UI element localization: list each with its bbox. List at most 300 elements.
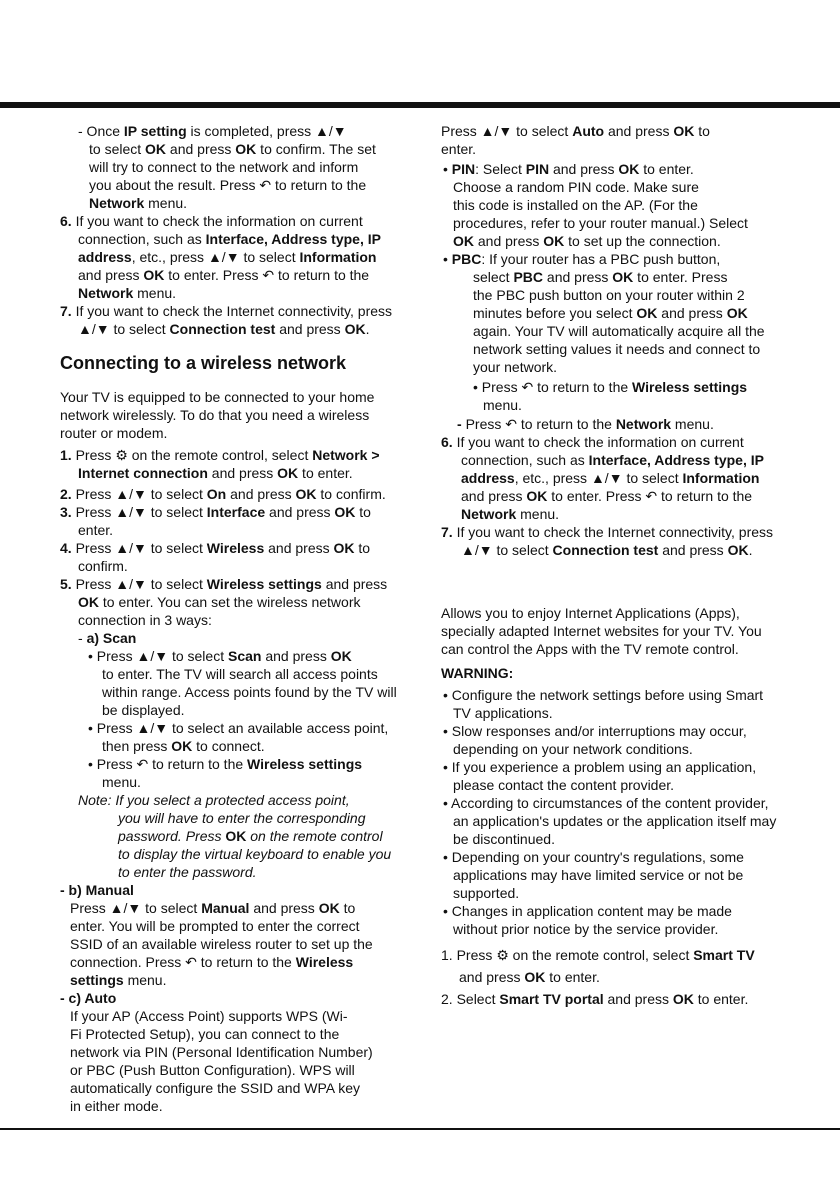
text-segment: OK bbox=[526, 488, 548, 504]
text-segment: OK bbox=[524, 969, 546, 985]
text-segment: menu. bbox=[671, 416, 714, 432]
text-line bbox=[88, 755, 362, 773]
text-segment: ▲/▼ to select bbox=[78, 321, 170, 337]
text-line bbox=[453, 214, 748, 232]
text-segment: will try to connect to the network and inform bbox=[89, 159, 359, 175]
text-segment: again. Your TV will automatically acquire all the bbox=[473, 323, 765, 339]
text-segment: you about the result. Press ↶ to return to the bbox=[89, 177, 367, 193]
text-segment: and press bbox=[78, 267, 144, 283]
text-segment: • Press ↶ to return to the bbox=[473, 379, 633, 395]
text-line bbox=[453, 740, 693, 758]
text-segment: , etc., press ▲/▼ to select bbox=[131, 249, 300, 265]
text-segment: Your TV is equipped to be connected to your home bbox=[60, 389, 375, 405]
text-line bbox=[78, 593, 361, 611]
text-segment: OK bbox=[330, 648, 352, 664]
text-line bbox=[453, 812, 776, 830]
text-segment: Fi Protected Setup), you can connect to the bbox=[70, 1026, 340, 1042]
text-segment: 6. bbox=[441, 434, 453, 450]
text-segment: to enter. Press bbox=[633, 269, 728, 285]
text-segment: OK bbox=[333, 540, 355, 556]
text-segment: within range. Access points found by the TV will bbox=[102, 684, 397, 700]
text-segment: to enter. bbox=[693, 991, 749, 1007]
text-segment: to bbox=[354, 540, 371, 556]
text-segment: 7. bbox=[441, 524, 453, 540]
text-line bbox=[473, 358, 557, 376]
text-line bbox=[60, 446, 380, 464]
text-segment: and press bbox=[658, 542, 728, 558]
text-segment: • Depending on your country's regulations, some bbox=[443, 849, 744, 865]
text-segment: If you want to check the information on current bbox=[452, 434, 744, 450]
text-line bbox=[89, 176, 366, 194]
text-segment: OK bbox=[727, 542, 749, 558]
text-line bbox=[102, 701, 185, 719]
text-line bbox=[70, 953, 353, 971]
text-segment: and press bbox=[226, 486, 296, 502]
text-line bbox=[443, 722, 747, 740]
text-line bbox=[60, 503, 371, 521]
text-segment: Manual bbox=[201, 900, 250, 916]
text-segment: Network > bbox=[312, 447, 380, 463]
text-line bbox=[60, 989, 116, 1007]
text-line bbox=[89, 158, 358, 176]
text-line bbox=[60, 575, 387, 593]
text-segment: depending on your network conditions. bbox=[453, 741, 693, 757]
text-line bbox=[102, 683, 397, 701]
text-segment: to enter the password. bbox=[118, 864, 257, 880]
text-segment: OK bbox=[672, 991, 694, 1007]
text-line bbox=[457, 415, 714, 433]
text-segment: OK bbox=[726, 305, 748, 321]
text-segment: a) Scan bbox=[86, 630, 137, 646]
text-segment: and press bbox=[265, 504, 335, 520]
text-segment: please contact the content provider. bbox=[453, 777, 675, 793]
text-segment: • Configure the network settings before using Smart bbox=[443, 687, 764, 703]
text-line bbox=[441, 140, 476, 158]
text-segment: menu. bbox=[144, 195, 188, 211]
text-segment: Press ▲/▼ to select bbox=[441, 123, 573, 139]
text-line bbox=[118, 827, 383, 845]
text-segment: procedures, refer to your router manual.) Select bbox=[453, 215, 748, 231]
text-segment: Wireless bbox=[206, 540, 265, 556]
text-segment: - Once bbox=[78, 123, 124, 139]
text-segment: this code is installed on the AP. (For the bbox=[453, 197, 698, 213]
text-segment: on the remote control bbox=[246, 828, 383, 844]
text-segment: PBC bbox=[451, 251, 482, 267]
text-segment: 1. Press ⚙ on the remote control, select bbox=[441, 947, 694, 963]
text-segment: 7. bbox=[60, 303, 72, 319]
text-segment: On bbox=[206, 486, 227, 502]
text-segment: confirm. bbox=[78, 558, 128, 574]
text-segment: and press bbox=[549, 161, 619, 177]
text-segment: : If your router has a PBC push button, bbox=[481, 251, 721, 267]
text-segment: Internet connection bbox=[78, 465, 208, 481]
text-line bbox=[60, 212, 363, 230]
text-segment: Allows you to enjoy Internet Applications (Apps), bbox=[441, 605, 740, 621]
text-segment: can control the Apps with the TV remote control. bbox=[441, 641, 739, 657]
text-segment: password. Press bbox=[118, 828, 226, 844]
text-line bbox=[118, 863, 257, 881]
text-segment: to bbox=[339, 900, 356, 916]
text-line bbox=[453, 704, 553, 722]
text-segment: Press ▲/▼ to select bbox=[71, 504, 207, 520]
text-segment: • If you experience a problem using an application, bbox=[443, 759, 757, 775]
text-line bbox=[78, 284, 176, 302]
text-segment: Press ▲/▼ to select bbox=[70, 900, 202, 916]
text-segment: . bbox=[365, 321, 370, 337]
text-line bbox=[70, 1007, 347, 1025]
text-segment: 1. bbox=[60, 447, 72, 463]
text-segment: 5. bbox=[60, 576, 72, 592]
text-segment: then press bbox=[102, 738, 172, 754]
text-segment: to bbox=[355, 504, 371, 520]
text-segment: Press ⚙ on the remote control, select bbox=[71, 447, 313, 463]
text-segment: specially adapted Internet websites for your TV. You bbox=[441, 623, 762, 639]
text-segment: Wireless bbox=[295, 954, 354, 970]
text-segment: Scan bbox=[228, 648, 262, 664]
text-segment: OK bbox=[618, 161, 640, 177]
text-segment: an application's updates or the application itself may bbox=[453, 813, 777, 829]
text-segment: PIN bbox=[451, 161, 476, 177]
text-segment: Wireless settings bbox=[206, 576, 322, 592]
text-segment: Network bbox=[78, 285, 134, 301]
text-segment: connection, such as bbox=[461, 452, 589, 468]
text-line bbox=[102, 773, 141, 791]
text-segment: If you want to check the information on current bbox=[71, 213, 363, 229]
text-line bbox=[461, 541, 752, 559]
text-segment: and press bbox=[249, 900, 319, 916]
text-segment: 2. bbox=[60, 486, 72, 502]
text-segment: OK bbox=[334, 504, 356, 520]
text-segment: enter. You will be prompted to enter the correct bbox=[70, 918, 360, 934]
text-line bbox=[443, 758, 756, 776]
text-segment: and press bbox=[275, 321, 345, 337]
text-line bbox=[102, 737, 265, 755]
text-line bbox=[441, 990, 748, 1008]
text-segment: address bbox=[78, 249, 132, 265]
text-segment: to enter. bbox=[545, 969, 600, 985]
text-segment: to connect. bbox=[192, 738, 265, 754]
text-segment: menu. bbox=[123, 972, 167, 988]
text-segment: If you want to check the Internet connectivity, press bbox=[452, 524, 774, 540]
text-line bbox=[60, 388, 374, 406]
text-line bbox=[88, 719, 388, 737]
text-segment: router or modem. bbox=[60, 425, 168, 441]
text-segment: • Changes in application content may be made bbox=[443, 903, 732, 919]
text-line bbox=[70, 971, 167, 989]
text-segment: Press ▲/▼ to select bbox=[71, 486, 207, 502]
text-line bbox=[70, 1025, 339, 1043]
text-line bbox=[60, 485, 386, 503]
text-segment: • Press ↶ to return to the bbox=[88, 756, 248, 772]
text-segment: IP setting bbox=[123, 123, 187, 139]
text-line bbox=[441, 622, 762, 640]
text-line bbox=[443, 848, 744, 866]
text-segment: OK bbox=[235, 141, 257, 157]
text-segment: select bbox=[473, 269, 514, 285]
text-segment: OK bbox=[344, 321, 366, 337]
text-segment: and press bbox=[603, 991, 673, 1007]
text-segment: enter. bbox=[78, 522, 114, 538]
text-segment: , etc., press ▲/▼ to select bbox=[514, 470, 683, 486]
text-segment: automatically configure the SSID and WPA key bbox=[70, 1080, 360, 1096]
text-segment: - b) Manual bbox=[60, 882, 134, 898]
text-segment: OK bbox=[145, 141, 167, 157]
text-segment: 2. Select bbox=[441, 991, 500, 1007]
text-line bbox=[70, 917, 360, 935]
text-segment: and press bbox=[207, 465, 278, 481]
text-segment: minutes before you select bbox=[473, 305, 637, 321]
text-segment: OK bbox=[453, 233, 474, 249]
text-line bbox=[70, 899, 355, 917]
text-line bbox=[473, 304, 748, 322]
text-segment: and press bbox=[459, 969, 525, 985]
text-line bbox=[78, 557, 128, 575]
text-segment: Smart TV portal bbox=[499, 991, 604, 1007]
text-segment: 3. bbox=[60, 504, 72, 520]
text-line bbox=[461, 505, 559, 523]
text-segment: 4. bbox=[60, 540, 72, 556]
text-segment: Auto bbox=[572, 123, 605, 139]
text-line bbox=[88, 647, 352, 665]
text-segment: • According to circumstances of the content provider, bbox=[443, 795, 769, 811]
text-segment: • bbox=[443, 161, 452, 177]
text-segment: PBC bbox=[513, 269, 544, 285]
text-segment: menu. bbox=[516, 506, 560, 522]
text-segment: OK bbox=[318, 900, 340, 916]
text-segment: Smart TV bbox=[693, 947, 755, 963]
text-segment: Information bbox=[299, 249, 377, 265]
text-segment: - bbox=[78, 630, 87, 646]
text-segment: OK bbox=[171, 738, 193, 754]
text-line bbox=[70, 1079, 360, 1097]
text-line bbox=[60, 881, 134, 899]
text-line bbox=[70, 1061, 355, 1079]
text-segment: connection. Press ↶ to return to the bbox=[70, 954, 296, 970]
text-segment: OK bbox=[295, 486, 317, 502]
text-segment: be discontinued. bbox=[453, 831, 555, 847]
text-segment: and press bbox=[474, 233, 544, 249]
text-segment: • Slow responses and/or interruptions may occur, bbox=[443, 723, 747, 739]
text-line bbox=[461, 451, 764, 469]
text-segment: settings bbox=[70, 972, 124, 988]
text-line bbox=[453, 830, 555, 848]
text-line bbox=[70, 1043, 373, 1061]
text-segment: and press bbox=[461, 488, 527, 504]
text-segment: your network. bbox=[473, 359, 558, 375]
text-segment: • bbox=[443, 251, 452, 267]
text-segment: menu. bbox=[483, 397, 522, 413]
text-line bbox=[441, 640, 739, 658]
text-segment: Network bbox=[89, 195, 145, 211]
text-segment: network setting values it needs and connect to bbox=[473, 341, 761, 357]
text-segment: and press bbox=[604, 123, 674, 139]
text-segment: in either mode. bbox=[70, 1098, 163, 1114]
text-segment: connection in 3 ways: bbox=[78, 612, 212, 628]
text-line bbox=[60, 302, 392, 320]
text-segment: to select bbox=[89, 141, 146, 157]
text-segment: Connecting to a wireless network bbox=[60, 353, 347, 373]
text-segment: If you want to check the Internet connectivity, press bbox=[71, 303, 393, 319]
text-segment: OK bbox=[225, 828, 247, 844]
text-segment: address bbox=[461, 470, 515, 486]
text-segment: to confirm. bbox=[316, 486, 386, 502]
text-segment: and press bbox=[657, 305, 727, 321]
text-line bbox=[443, 686, 763, 704]
text-segment: to enter. Press ↶ to return to the bbox=[547, 488, 753, 504]
text-segment: to enter. The TV will search all access points bbox=[102, 666, 378, 682]
text-segment: • Press ▲/▼ to select an available access point, bbox=[88, 720, 389, 736]
text-segment: to bbox=[694, 123, 710, 139]
text-segment: 6. bbox=[60, 213, 72, 229]
text-segment: network via PIN (Personal Identification Number) bbox=[70, 1044, 373, 1060]
text-segment: enter. bbox=[441, 141, 477, 157]
text-segment: OK bbox=[78, 594, 99, 610]
text-line bbox=[461, 469, 759, 487]
text-segment: OK bbox=[277, 465, 299, 481]
text-segment: be displayed. bbox=[102, 702, 185, 718]
text-segment: OK bbox=[612, 269, 634, 285]
text-segment: you will have to enter the corresponding bbox=[118, 810, 366, 826]
text-line bbox=[441, 523, 773, 541]
text-line bbox=[473, 340, 760, 358]
text-segment: WARNING: bbox=[441, 665, 514, 681]
text-segment: Note: If you select a protected access point, bbox=[78, 792, 350, 808]
text-line bbox=[453, 920, 718, 938]
text-line bbox=[102, 665, 378, 683]
text-line bbox=[60, 406, 369, 424]
text-segment: Wireless settings bbox=[247, 756, 363, 772]
top-rule bbox=[0, 102, 840, 108]
text-segment: ▲/▼ to select bbox=[461, 542, 553, 558]
text-line bbox=[118, 845, 391, 863]
text-segment: connection, such as bbox=[78, 231, 206, 247]
text-segment: - c) Auto bbox=[60, 990, 117, 1006]
text-line bbox=[453, 884, 519, 902]
text-line bbox=[78, 611, 212, 629]
text-line bbox=[78, 521, 113, 539]
text-segment: without prior notice by the service provider. bbox=[453, 921, 719, 937]
text-line bbox=[473, 378, 747, 396]
text-segment: to enter. Press ↶ to return to the bbox=[164, 267, 370, 283]
text-line bbox=[483, 396, 522, 414]
text-line bbox=[443, 250, 720, 268]
text-segment: SSID of an available wireless router to set up the bbox=[70, 936, 373, 952]
text-segment: to display the virtual keyboard to enable you bbox=[118, 846, 392, 862]
text-line bbox=[459, 968, 600, 986]
text-line bbox=[453, 232, 721, 250]
text-line bbox=[453, 178, 699, 196]
text-segment: Press ↶ to return to the bbox=[465, 416, 616, 432]
text-segment: Interface, Address type, IP bbox=[205, 231, 381, 247]
text-segment: to confirm. The set bbox=[256, 141, 376, 157]
text-line bbox=[473, 322, 765, 340]
text-line bbox=[453, 196, 698, 214]
text-line bbox=[443, 794, 769, 812]
text-line bbox=[443, 160, 694, 178]
text-line bbox=[473, 268, 727, 286]
text-segment: menu. bbox=[102, 774, 141, 790]
text-line bbox=[441, 946, 755, 964]
text-line bbox=[78, 266, 369, 284]
text-line bbox=[70, 935, 373, 953]
text-line bbox=[473, 286, 745, 304]
text-segment: Interface bbox=[206, 504, 266, 520]
text-segment: Choose a random PIN code. Make sure bbox=[453, 179, 699, 195]
text-segment: • Press ▲/▼ to select bbox=[88, 648, 228, 664]
text-line bbox=[118, 809, 365, 827]
text-line bbox=[89, 140, 376, 158]
text-segment: network wirelessly. To do that you need a wireless bbox=[60, 407, 370, 423]
text-line bbox=[441, 604, 740, 622]
text-segment: : Select bbox=[475, 161, 526, 177]
text-segment: to enter. bbox=[639, 161, 694, 177]
text-line bbox=[441, 122, 710, 140]
text-segment: the PBC push button on your router within 2 bbox=[473, 287, 745, 303]
text-segment: If your AP (Access Point) supports WPS (Wi- bbox=[70, 1008, 348, 1024]
text-segment: OK bbox=[543, 233, 565, 249]
text-segment: and press bbox=[264, 540, 334, 556]
text-line bbox=[78, 464, 353, 482]
text-line bbox=[78, 122, 347, 140]
text-segment: and press bbox=[543, 269, 613, 285]
text-segment: menu. bbox=[133, 285, 177, 301]
text-segment: - bbox=[457, 416, 466, 432]
text-line bbox=[70, 1097, 163, 1115]
text-line bbox=[461, 487, 752, 505]
text-line bbox=[441, 664, 513, 682]
text-line bbox=[89, 194, 187, 212]
text-segment: Connection test bbox=[552, 542, 659, 558]
text-segment: is completed, press ▲/▼ bbox=[186, 123, 347, 139]
text-segment: to set up the connection. bbox=[564, 233, 721, 249]
text-segment: Information bbox=[682, 470, 760, 486]
text-segment: Wireless settings bbox=[632, 379, 748, 395]
text-segment: supported. bbox=[453, 885, 520, 901]
text-line bbox=[60, 424, 167, 442]
text-segment: to enter. bbox=[298, 465, 353, 481]
text-line bbox=[78, 629, 136, 647]
section-heading bbox=[60, 354, 346, 372]
text-line bbox=[78, 248, 376, 266]
text-segment: and press bbox=[166, 141, 236, 157]
text-line bbox=[441, 433, 744, 451]
text-line bbox=[443, 902, 732, 920]
text-segment: Press ▲/▼ to select bbox=[71, 576, 207, 592]
text-segment: . bbox=[748, 542, 753, 558]
text-segment: and press bbox=[321, 576, 388, 592]
text-segment: to enter. You can set the wireless network bbox=[99, 594, 361, 610]
text-segment: Press ▲/▼ to select bbox=[71, 540, 207, 556]
text-segment: or PBC (Push Button Configuration). WPS will bbox=[70, 1062, 355, 1078]
text-line bbox=[78, 230, 381, 248]
text-line bbox=[78, 320, 369, 338]
text-line bbox=[453, 776, 674, 794]
text-segment: Connection test bbox=[169, 321, 276, 337]
text-segment: OK bbox=[636, 305, 658, 321]
text-segment: Network bbox=[615, 416, 672, 432]
text-segment: TV applications. bbox=[453, 705, 553, 721]
text-segment: PIN bbox=[525, 161, 550, 177]
text-segment: OK bbox=[673, 123, 695, 139]
text-segment: Interface, Address type, IP bbox=[588, 452, 764, 468]
text-segment: Network bbox=[461, 506, 517, 522]
text-segment: applications may have limited service or not be bbox=[453, 867, 744, 883]
text-line bbox=[60, 539, 370, 557]
text-segment: and press bbox=[261, 648, 331, 664]
text-line bbox=[78, 791, 350, 809]
text-segment: OK bbox=[143, 267, 165, 283]
bottom-rule bbox=[0, 1128, 840, 1130]
